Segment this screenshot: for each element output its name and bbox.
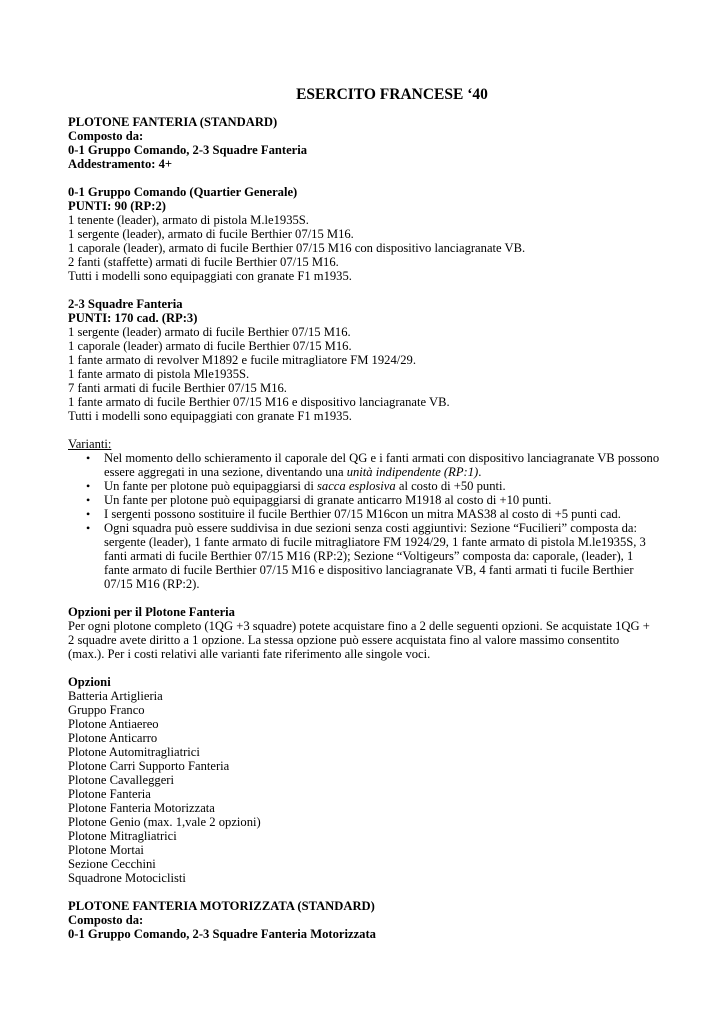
variant-item: [86, 479, 661, 493]
composition-label: Composto da:: [68, 129, 144, 143]
option-item: Gruppo Franco: [68, 703, 145, 717]
option-item: Plotone Mitragliatrici: [68, 829, 177, 843]
page-title: ESERCITO FRANCESE ‘40: [296, 86, 488, 103]
variant-item: [86, 451, 661, 479]
squad-line: 1 caporale (leader) armato di fucile Berthier 07/15 M16.: [68, 339, 352, 353]
variant-text: Un fante per plotone può equipaggiarsi di granate anticarro M1918 al costo di +10 punti.: [104, 493, 552, 507]
qg-line: 1 sergente (leader), armato di fucile Berthier 07/15 M16.: [68, 227, 354, 241]
squad-line: 1 fante armato di pistola Mle1935S.: [68, 367, 250, 381]
variant-text: Nel momento dello schieramento il caporale del QG e i fanti armati con dispositivo lanciagranate VB possono essere aggregati in una sezione, diventando una: [104, 451, 660, 479]
option-item: Plotone Cavalleggeri: [68, 773, 174, 787]
squads-heading: 2-3 Squadre Fanteria: [68, 297, 183, 311]
option-item: Plotone Antiaereo: [68, 717, 159, 731]
section-heading: PLOTONE FANTERIA (STANDARD): [68, 115, 278, 129]
variant-item: [86, 493, 661, 507]
platoon-options-text: Per ogni plotone completo (1QG +3 squadre) potete acquistare fino a 2 delle seguenti opzioni. Se acquistate 1QG + 2 squadre avete diritto a 1 opzione. La stessa opzione può essere acquistata fino al valore massimo consentito (max.). Per i costi relativi alle varianti fate riferimento alle singole voci.: [68, 619, 650, 661]
option-item: Plotone Fanteria: [68, 787, 151, 801]
squad-line: 7 fanti armati di fucile Berthier 07/15 M16.: [68, 381, 287, 395]
squads-points: PUNTI: 170 cad. (RP:3): [68, 311, 198, 325]
option-item: Batteria Artiglieria: [68, 689, 163, 703]
composition-units: 0-1 Gruppo Comando, 2-3 Squadre Fanteria: [68, 143, 308, 157]
qg-line: Tutti i modelli sono equipaggiati con granate F1 m1935.: [68, 269, 352, 283]
squad-line: 1 fante armato di fucile Berthier 07/15 M16 e dispositivo lanciagranate VB.: [68, 395, 450, 409]
option-item: Sezione Cecchini: [68, 857, 156, 871]
qg-line: 1 tenente (leader), armato di pistola M.le1935S.: [68, 213, 309, 227]
variant-emphasis: sacca esplosiva: [317, 479, 396, 493]
variant-text: Ogni squadra può essere suddivisa in due sezioni senza costi aggiuntivi: Sezione “Fucilieri” composta da: sergente (leader), 1 fante armato di fucile mitragliatore FM 1924/29, 1 fante armato di pistola M.le1935S, 3 fanti armati di fucile Berthier 07/15 M16 (RP:2); Sezione “Voltigeurs” composta da: caporale, (leader), 1 fante armato di fucile Berthier 07/15 M16 e dispositivo lanciagranate VB, 4 fanti armati ti fucile Berthier 07/15 M16 (RP:2).: [104, 521, 646, 591]
option-item: Plotone Mortai: [68, 843, 144, 857]
option-item: Plotone Carri Supporto Fanteria: [68, 759, 230, 773]
option-item: Plotone Genio (max. 1,vale 2 opzioni): [68, 815, 261, 829]
squad-line: 1 fante armato di revolver M1892 e fucile mitragliatore FM 1924/29.: [68, 353, 416, 367]
variant-text: Un fante per plotone può equipaggiarsi di: [104, 479, 317, 493]
training-level: Addestramento: 4+: [68, 157, 173, 171]
variant-text: .: [478, 465, 482, 479]
variant-text: al costo di +50 punti.: [395, 479, 506, 493]
variants-heading: Varianti:: [68, 437, 112, 451]
section-heading: PLOTONE FANTERIA MOTORIZZATA (STANDARD): [68, 899, 375, 913]
document-page: [68, 86, 658, 941]
options-heading: Opzioni: [68, 675, 111, 689]
platoon-options-heading: Opzioni per il Plotone Fanteria: [68, 605, 235, 619]
option-item: Plotone Anticarro: [68, 731, 158, 745]
option-item: Plotone Fanteria Motorizzata: [68, 801, 215, 815]
qg-heading: 0-1 Gruppo Comando (Quartier Generale): [68, 185, 298, 199]
option-item: Plotone Automitragliatrici: [68, 745, 200, 759]
qg-line: 1 caporale (leader), armato di fucile Berthier 07/15 M16 con dispositivo lanciagranate VB.: [68, 241, 526, 255]
composition-label: Composto da:: [68, 913, 144, 927]
variants-list: [86, 451, 661, 591]
qg-line: 2 fanti (staffette) armati di fucile Berthier 07/15 M16.: [68, 255, 339, 269]
squad-line: Tutti i modelli sono equipaggiati con granate F1 m1935.: [68, 409, 352, 423]
variant-emphasis: unità indipendente (RP:1): [346, 465, 479, 479]
variant-text: I sergenti possono sostituire il fucile Berthier 07/15 M16con un mitra MAS38 al costo di +5 punti cad.: [104, 507, 621, 521]
variant-item: [86, 507, 661, 521]
composition-units: 0-1 Gruppo Comando, 2-3 Squadre Fanteria Motorizzata: [68, 927, 376, 941]
squad-line: 1 sergente (leader) armato di fucile Berthier 07/15 M16.: [68, 325, 351, 339]
variant-item: [86, 521, 661, 591]
option-item: Squadrone Motociclisti: [68, 871, 186, 885]
qg-points: PUNTI: 90 (RP:2): [68, 199, 166, 213]
